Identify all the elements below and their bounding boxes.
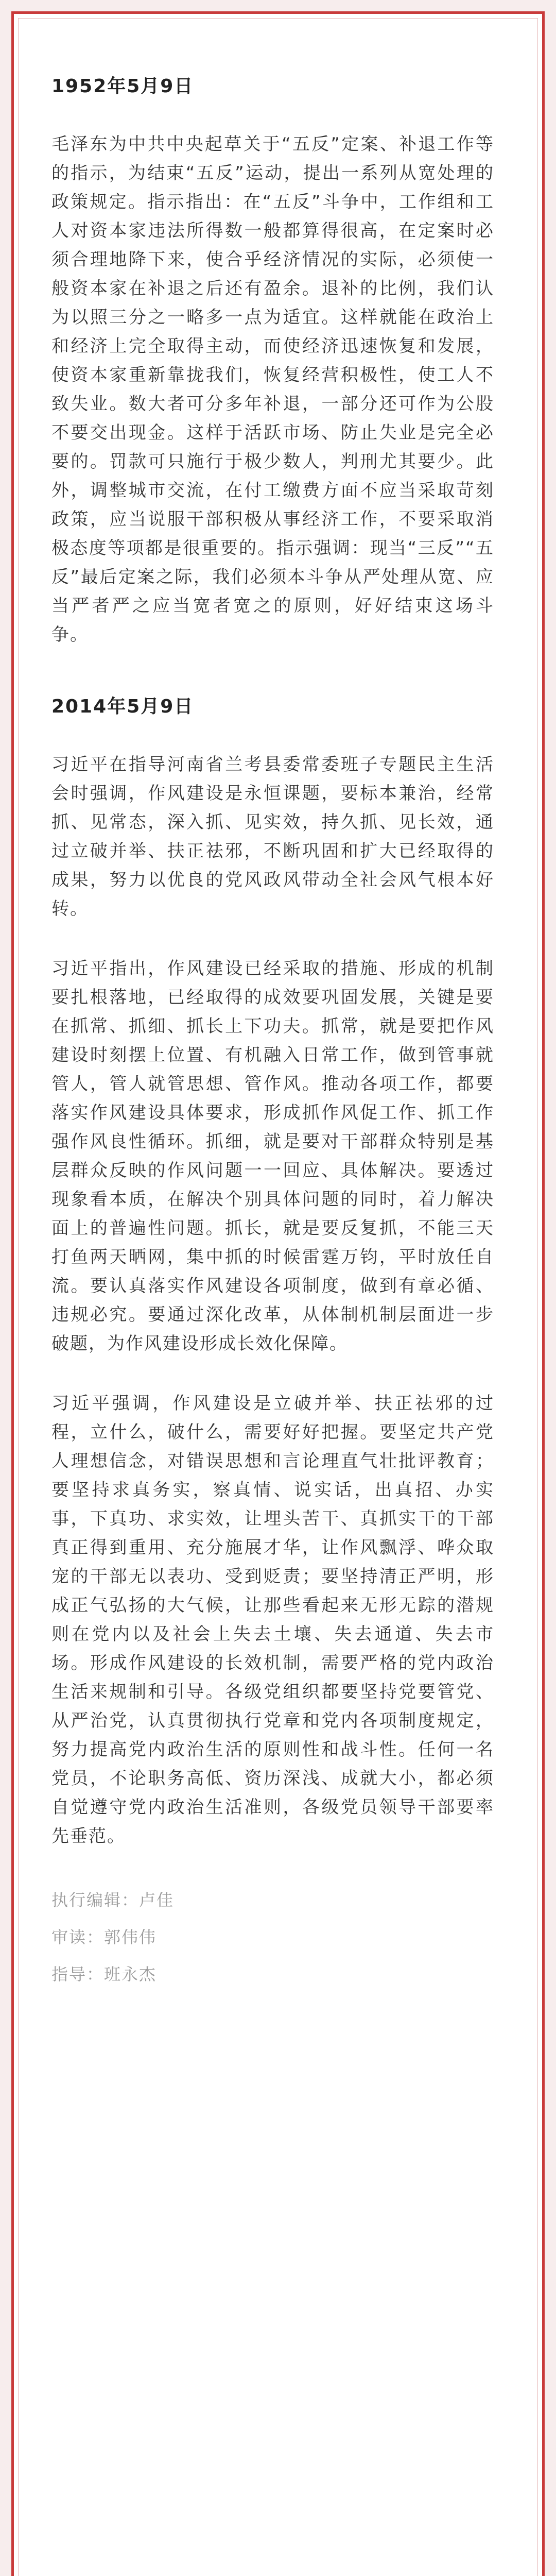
credit-reviewer: 审读：郭伟伟: [51, 1927, 157, 1947]
section-1952: [51, 72, 494, 649]
paragraph: 习近平强调，作风建设是立破并举、扶正祛邪的过程，立什么，破什么，需要好好把握。要坚定共产党人理想信念，对错误思想和言论理直气壮批评教育；要坚持求真务实，察真情、说实话，出真招、办实事，下真功、求实效，让埋头苦干、真抓实干的干部真正得到重用、充分施展才华，让作风飘浮、哗众取宠的干部无以表功、受到贬责；要坚持清正严明，形成正气弘扬的大气候，让那些看起来无形无踪的潜规则在党内以及社会上失去土壤、失去通道、失去市场。形成作风建设的长效机制，需要严格的党内政治生活来规制和引导。各级党组织都要坚持党要管党、从严治党，认真贯彻执行党章和党内各项制度规定，努力提高党内政治生活的原则性和战斗性。任何一名党员，不论职务高低、资历深浅、成就大小，都必须自觉遵守党内政治生活准则，各级党员领导干部要率先垂范。: [51, 1393, 494, 1846]
section-2014: [51, 692, 494, 1851]
credit-editor: 执行编辑：卢佳: [51, 1890, 175, 1910]
paragraph: 毛泽东为中共中央起草关于“五反”定案、补退工作等的指示，为结束“五反”运动，提出一系列从宽处理的政策规定。指示指出：在“五反”斗争中，工作组和工人对资本家违法所得数一般都算得很高，在定案时必须合理地降下来，使合乎经济情况的实际，必须使一般资本家在补退之后还有盈余。退补的比例，我们认为以照三分之一略多一点为适宜。这样就能在政治上和经济上完全取得主动，而使经济迅速恢复和发展，使资本家重新靠拢我们，恢复经营积极性，使工人不致失业。数大者可分多年补退，一部分还可作为公股不要交出现金。这样于活跃市场、防止失业是完全必要的。罚款可只施行于极少数人，判刑尤其要少。此外，调整城市交流，在付工缴费方面不应当采取苛刻政策，应当说服干部积极从事经济工作，不要采取消极态度等项都是很重要的。指示强调：现当“三反”“五反”最后定案之际，我们必须本斗争从严处理从宽、应当严者严之应当宽者宽之的原则，好好结束这场斗争。: [51, 134, 494, 645]
section-date: 1952年5月9日: [51, 76, 194, 97]
paragraph: 习近平指出，作风建设已经采取的措施、形成的机制要扎根落地，已经取得的成效要巩固发展，关键是要在抓常、抓细、抓长上下功夫。抓常，就是要把作风建设时刻摆上位置、有机融入日常工作，做到管事就管人，管人就管思想、管作风。推动各项工作，都要落实作风建设具体要求，形成抓作风促工作、抓工作强作风良性循环。抓细，就是要对干部群众特别是基层群众反映的作风问题一一回应、具体解决。要透过现象看本质，在解决个别具体问题的同时，着力解决面上的普遍性问题。抓长，就是要反复抓，不能三天打鱼两天晒网，集中抓的时候雷霆万钧，平时放任自流。要认真落实作风建设各项制度，做到有章必循、违规必究。要通过深化改革，从体制机制层面进一步破题，为作风建设形成长效化保障。: [51, 958, 494, 1354]
article-content: [51, 72, 494, 1993]
section-gap: [51, 680, 494, 692]
paragraph: 习近平在指导河南省兰考县委常委班子专题民主生活会时强调，作风建设是永恒课题，要标本兼治，经常抓、见常态，深入抓、见实效，持久抓、见长效，通过立破并举、扶正祛邪，不断巩固和扩大已经取得的成果，努力以优良的党风政风带动全社会风气根本好转。: [51, 754, 494, 919]
credits: [51, 1882, 494, 1993]
credit-advisor: 指导：班永杰: [51, 1964, 157, 1984]
section-date: 2014年5月9日: [51, 696, 194, 717]
